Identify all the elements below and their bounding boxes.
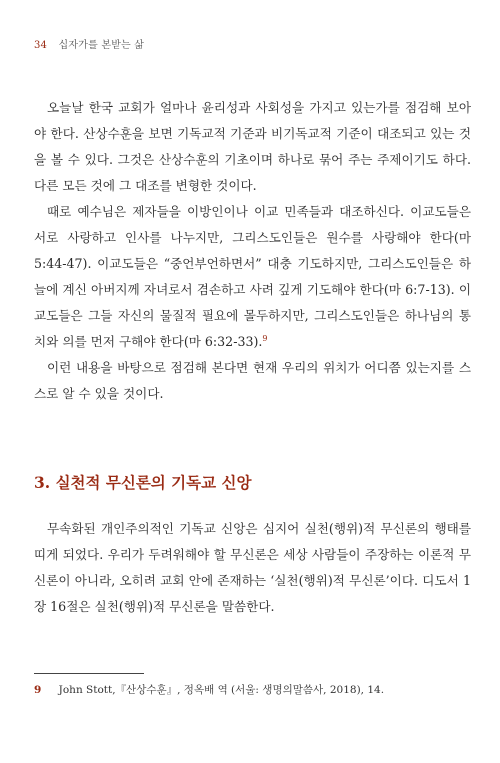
paragraph-3: 이런 내용을 바탕으로 점검해 본다면 현재 우리의 위치가 어디쯤 있는지를 스스로 알 수 있을 것이다. <box>34 360 471 401</box>
footnote-text: John Stott,『산상수훈』, 정옥배 역 (서울: 생명의말씀사, 2018), 14. <box>58 684 385 696</box>
footnote-mark: 9 <box>34 684 42 696</box>
section-title: 3. 실천적 무신론의 기독교 신앙 <box>34 473 252 492</box>
footnote-reference[interactable]: 9 <box>262 333 268 343</box>
footnote-divider <box>34 673 144 674</box>
intro-text-block <box>34 95 471 407</box>
section-text-block <box>34 516 471 620</box>
footnote <box>34 682 471 697</box>
page-number: 34 <box>34 40 48 51</box>
running-head <box>34 36 144 51</box>
paragraph-2-text: 때로 예수님은 제자들을 이방인이나 이교 민족들과 대조하신다. 이교도들은 서로 사랑하고 인사를 나누지만, 그리스도인들은 원수를 사랑해야 한다(마 5:44-47). 이교도들은 “중언부언하면서” 대충 기도하지만, 그리스도인들은 하늘에 계신 아버지께 자녀로서 겸손하고 사려 깊게 기도해야 한다(마 6:7-13). 이교도들은 그들 자신의 물질적 필요에 몰두하지만, 그리스도인들은 하나님의 통치와 의를 먼저 구해야 한다(마 6:32-33). <box>34 204 471 349</box>
paragraph-1: 오늘날 한국 교회가 얼마나 윤리성과 사회성을 가지고 있는가를 점검해 보아야 한다. 산상수훈을 보면 기독교적 기준과 비기독교적 기준이 대조되고 있는 것을 볼 수 있다. 그것은 산상수훈의 기초이며 하나로 묶어 주는 주제이기도 하다. 다른 모든 것에 그 대조를 변형한 것이다. <box>34 100 471 193</box>
section-paragraph-1: 무속화된 개인주의적인 기독교 신앙은 심지어 실천(행위)적 무신론의 행태를 띠게 되었다. 우리가 두려워해야 할 무신론은 세상 사람들이 주장하는 이론적 무신론이 아니라, 오히려 교회 안에 존재하는 ‘실천(행위)적 무신론’이다. 디도서 1장 16절은 실천(행위)적 무신론을 말씀한다. <box>34 521 471 614</box>
running-title: 십자가를 본받는 삶 <box>58 40 145 51</box>
paragraph-2 <box>34 199 471 355</box>
